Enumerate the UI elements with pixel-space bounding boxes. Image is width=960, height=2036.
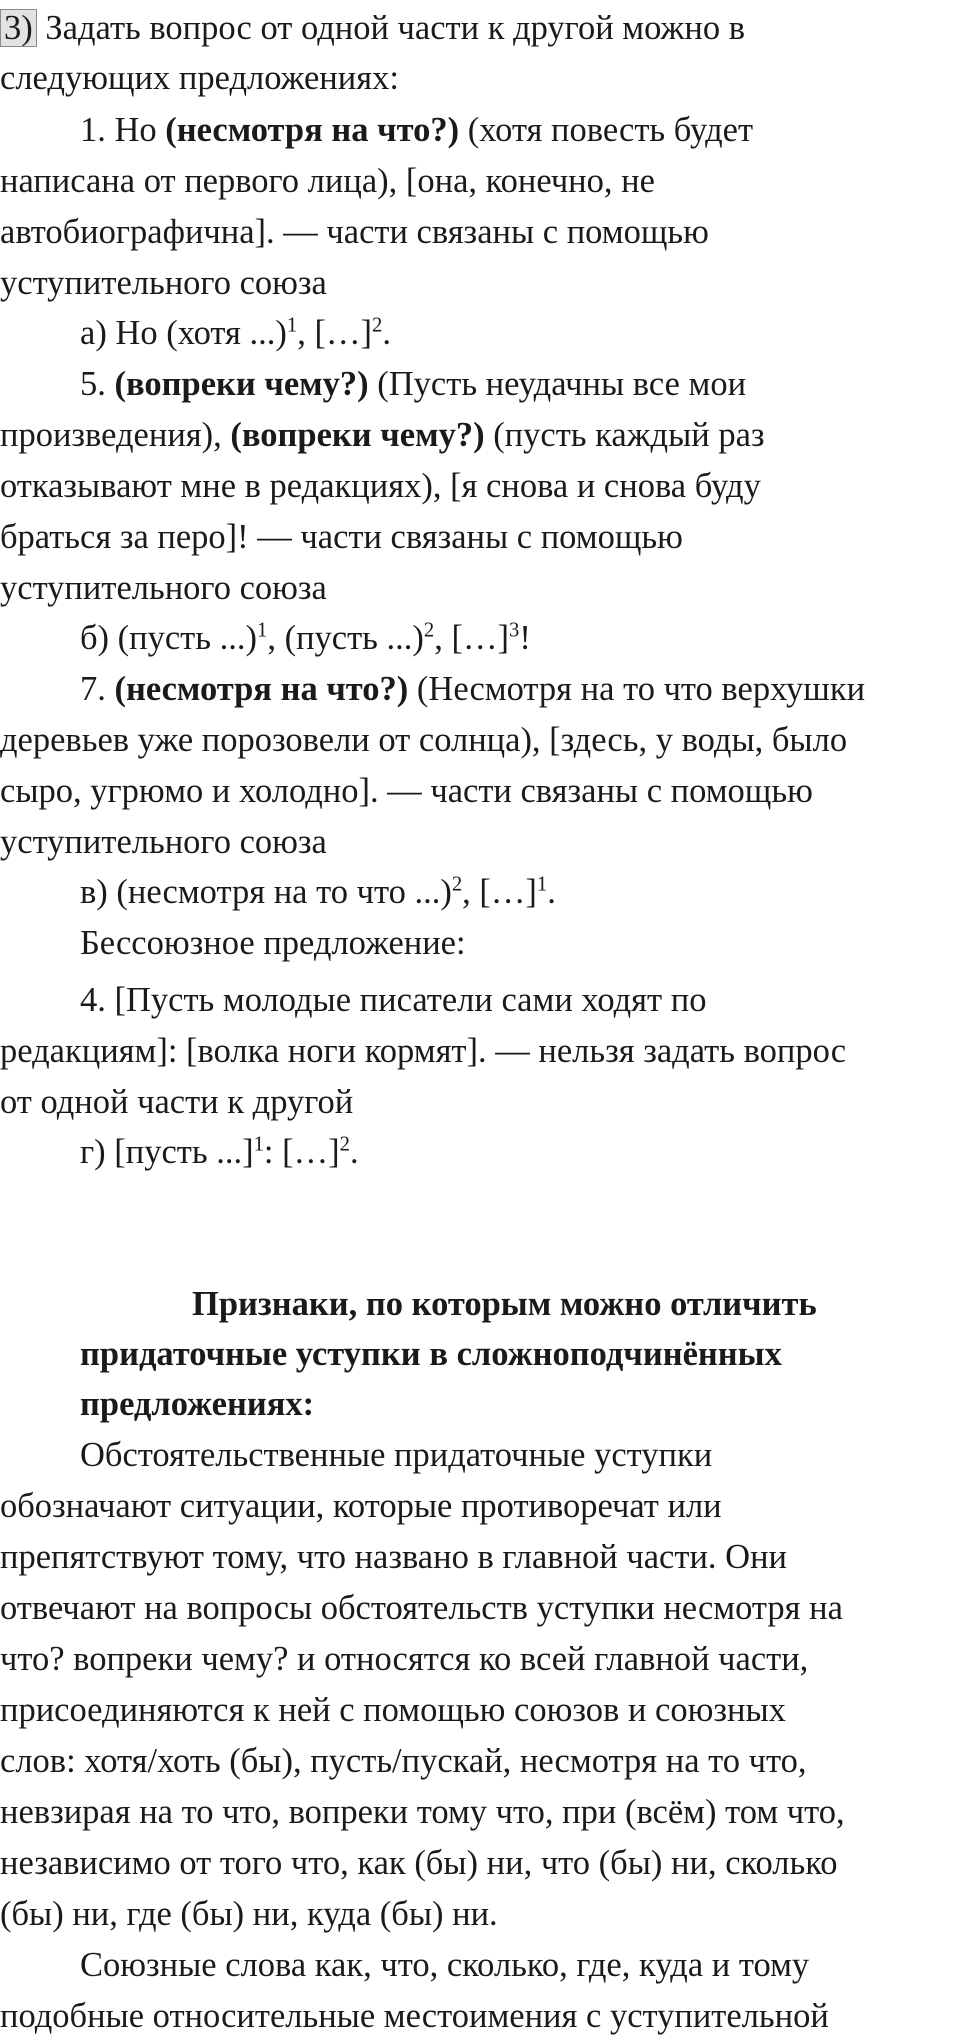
text-line: присоединяются к ней с помощью союзов и союзных [0, 1691, 786, 1729]
text-line: препятствуют тому, что названо в главной части. Они [0, 1538, 787, 1576]
section-heading: придаточные уступки в сложноподчинённых [80, 1335, 782, 1373]
text-line: независимо от того что, как (бы) ни, что (бы) ни, сколько [0, 1844, 838, 1882]
text-line: (бы) ни, где (бы) ни, куда (бы) ни. [0, 1895, 498, 1933]
text-line: написана от первого лица), [она, конечно, не [0, 162, 655, 200]
scheme-line: в) (несмотря на то что ...)$^2$, […]$^1$. [80, 873, 556, 911]
text-line: 7. (несмотря на что?) (Несмотря на то что верхушки [80, 670, 866, 708]
text-line: уступительного союза [0, 823, 327, 861]
text-line: подобные относительные местоимения с уступительной [0, 1997, 829, 2035]
text-line: обозначают ситуации, которые противоречат или [0, 1487, 722, 1525]
text-line: 4. [Пусть молодые писатели сами ходят по [80, 981, 707, 1019]
text-line: браться за перо]! — части связаны с помощью [0, 518, 683, 556]
text-line: редакциям]: [волка ноги кормят]. — нельзя задать вопрос [0, 1032, 847, 1070]
text-line: деревьев уже порозовели от солнца), [здесь, у воды, было [0, 721, 848, 759]
subheading: Бессоюзное предложение: [80, 924, 466, 962]
text-line: уступительного союза [0, 569, 327, 607]
text-line: уступительного союза [0, 264, 327, 302]
scheme-line: б) (пусть ...)$^1$, (пусть ...)$^2$, […]$^3$! [80, 619, 531, 657]
text-line: 1. Но (несмотря на что?) (хотя повесть будет [80, 111, 754, 149]
item-number-marker: 3) [0, 9, 37, 47]
text-line: Союзные слова как, что, сколько, где, куда и тому [80, 1946, 810, 1984]
text-line: Обстоятельственные придаточные уступки [80, 1436, 713, 1474]
text-line: невзирая на то что, вопреки тому что, при (всём) том что, [0, 1793, 845, 1831]
text-line: 5. (вопреки чему?) (Пусть неудачны все мои [80, 365, 747, 403]
text-line: от одной части к другой [0, 1083, 354, 1121]
text-line: что? вопреки чему? и относятся ко всей главной части, [0, 1640, 809, 1678]
text-line: слов: хотя/хоть (бы), пусть/пускай, несмотря на то что, [0, 1742, 807, 1780]
text-line: отвечают на вопросы обстоятельств уступки несмотря на [0, 1589, 843, 1627]
text-line: сыро, угрюмо и холодно]. — части связаны с помощью [0, 772, 813, 810]
section-heading: предложениях: [80, 1385, 315, 1423]
text-line: следующих предложениях: [0, 59, 399, 97]
section-heading: Признаки, по которым можно отличить [192, 1285, 817, 1323]
text-line: отказывают мне в редакциях), [я снова и снова буду [0, 467, 761, 505]
text-line: автобиографична]. — части связаны с помощью [0, 213, 709, 251]
text-line: 3) Задать вопрос от одной части к другой можно в [0, 8, 745, 48]
scheme-line: а) Но (хотя ...)$^1$, […]$^2$. [80, 314, 391, 352]
text-line: произведения), (вопреки чему?) (пусть каждый раз [0, 416, 765, 454]
scheme-line: г) [пусть ...]$^1$: […]$^2$. [80, 1133, 359, 1171]
